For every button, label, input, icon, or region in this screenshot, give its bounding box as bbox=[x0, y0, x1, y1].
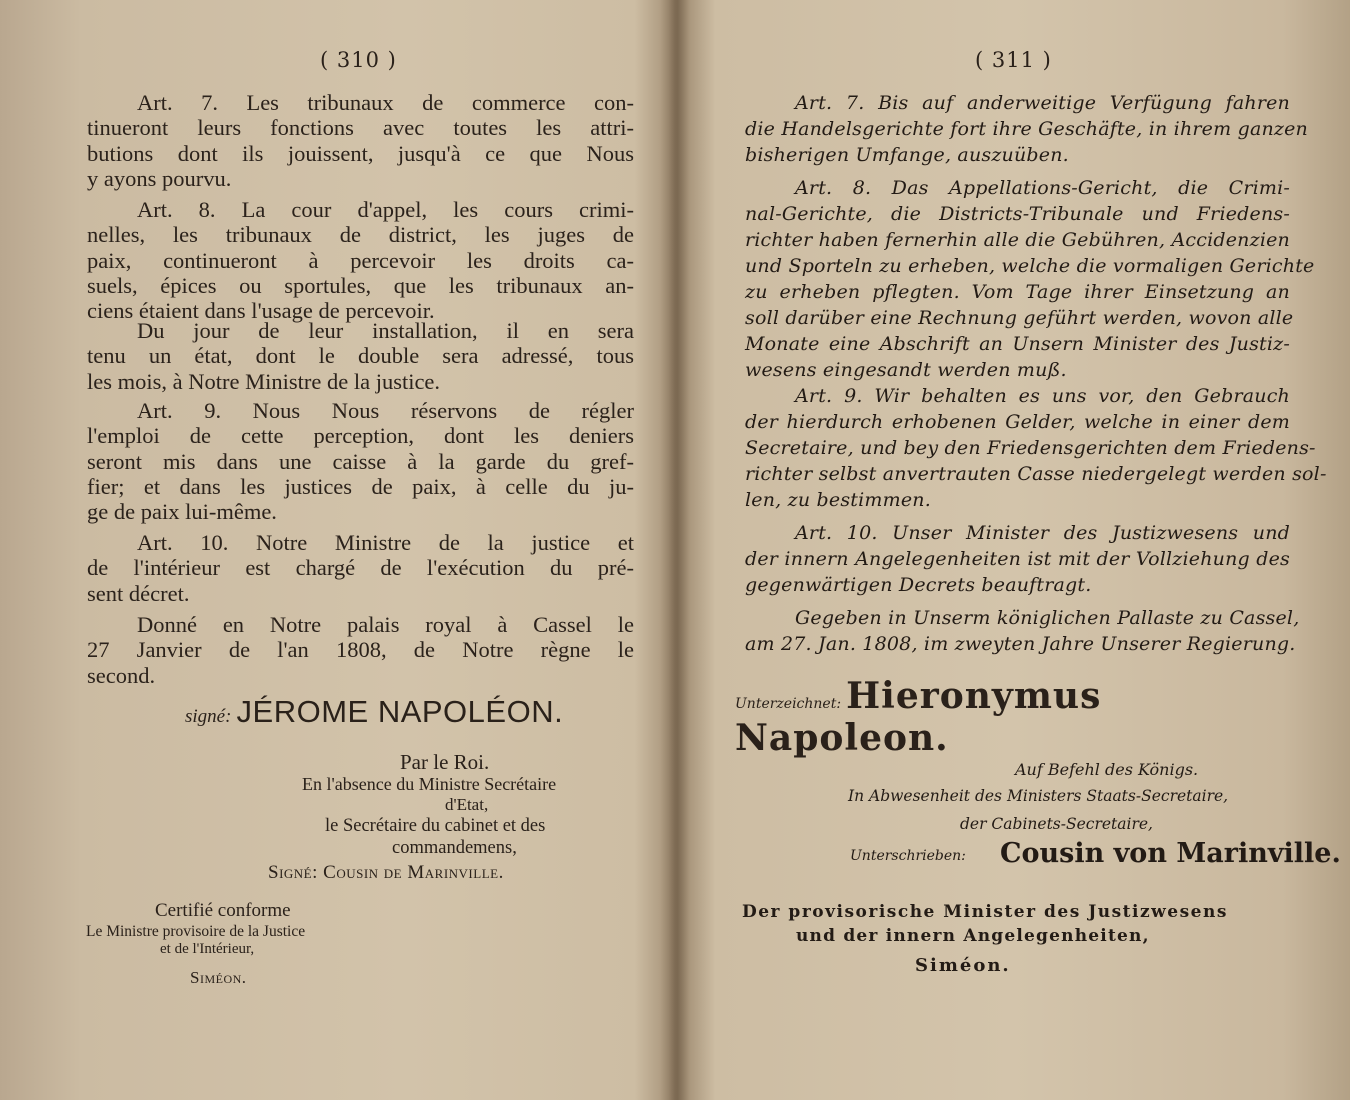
ministre-line-2: et de l'Intérieur, bbox=[160, 941, 255, 957]
text-line: Art. 7. Les tribunaux de commerce con- bbox=[137, 90, 634, 115]
secretaire-line-1: le Secrétaire du cabinet et des bbox=[325, 816, 546, 836]
text-line: y ayons pourvu. bbox=[87, 165, 232, 191]
text-line: bisherigen Umfange, auszuüben. bbox=[745, 144, 1069, 166]
de-article-10 bbox=[745, 520, 1290, 598]
auf-befehl: Auf Befehl des Königs. bbox=[1015, 760, 1199, 779]
certifie-conforme: Certifié conforme bbox=[155, 900, 291, 921]
absence-line-1: En l'absence du Ministre Secrétaire bbox=[302, 774, 557, 794]
signature-name: Hieronymus Napoleon. bbox=[735, 675, 1102, 759]
text-line: Art. 7. Bis auf anderweitige Verfügung fahren bbox=[795, 92, 1290, 114]
text-line: Donné en Notre palais royal à Cassel le bbox=[137, 612, 634, 637]
cousin-signature: Signé: Cousin de Marinville. bbox=[268, 862, 504, 883]
fr-donne-paragraph bbox=[87, 612, 634, 688]
cousin-signature-de: Cousin von Marinville. bbox=[1000, 838, 1341, 869]
text-line: Art. 9. Nous Nous réservons de régler bbox=[137, 398, 634, 423]
fr-article-9 bbox=[87, 398, 634, 524]
fr-article-8 bbox=[87, 197, 634, 323]
text-line: len, zu bestimmen. bbox=[745, 489, 931, 511]
text-line: der innern Angelegenheiten ist mit der Vollziehung des bbox=[745, 548, 1290, 570]
cabinets-line: der Cabinets-Secretaire, bbox=[960, 815, 1153, 833]
text-line: tinueront leurs fonctions avec toutes les attri- bbox=[87, 115, 634, 141]
text-line: tenu un état, dont le double sera adressé, tous bbox=[87, 343, 634, 369]
text-line: am 27. Jan. 1808, im zweyten Jahre Unserer Regierung. bbox=[745, 633, 1296, 655]
text-line: zu erheben pflegten. Vom Tage ihrer Einsetzung an bbox=[745, 281, 1290, 303]
page-number-left: ( 310 ) bbox=[320, 48, 397, 72]
de-article-9 bbox=[745, 383, 1327, 513]
par-le-roi: Par le Roi. bbox=[400, 750, 490, 774]
text-line: seront mis dans une caisse à la garde du gref- bbox=[87, 448, 634, 474]
fr-article-7 bbox=[87, 90, 634, 191]
minister-line-2: und der innern Angelegenheiten, bbox=[796, 926, 1150, 946]
de-article-7 bbox=[745, 90, 1308, 168]
text-line: Art. 8. La cour d'appel, les cours crimi- bbox=[137, 197, 634, 222]
simeon-signature-fr: Siméon. bbox=[190, 968, 247, 987]
text-line: ciens étaient dans l'usage de percevoir. bbox=[87, 298, 435, 324]
text-line: Art. 8. Das Appellations-Gericht, die Crimi- bbox=[795, 177, 1290, 199]
text-line: gegenwärtigen Decrets beauftragt. bbox=[745, 574, 1092, 596]
text-line: de l'intérieur est chargé de l'exécution du pré- bbox=[87, 555, 634, 581]
page-number-right: ( 311 ) bbox=[975, 48, 1052, 72]
text-line: Art. 9. Wir behalten es uns vor, den Gebrauch bbox=[795, 385, 1290, 407]
absence-line-2: d'Etat, bbox=[445, 795, 489, 814]
text-line: l'emploi de cette perception, dont les deniers bbox=[87, 423, 634, 449]
text-line: richter selbst anvertrauten Casse niedergelegt werden sol- bbox=[745, 463, 1327, 485]
de-royal-signature bbox=[735, 675, 1295, 759]
text-line: richter haben fernerhin alle die Gebühren, Accidenzien bbox=[745, 229, 1290, 251]
text-line: der hierdurch erhobenen Gelder, welche in einer dem bbox=[745, 411, 1290, 433]
text-line: 27 Janvier de l'an 1808, de Notre règne le bbox=[87, 637, 634, 663]
fr-installation-paragraph bbox=[87, 318, 634, 394]
de-gegeben-paragraph bbox=[745, 605, 1300, 657]
signature-prefix: Unterzeichnet: bbox=[735, 696, 842, 712]
text-line: und Sporteln zu erheben, welche die vormaligen Gerichte bbox=[745, 255, 1315, 277]
text-line: butions dont ils jouissent, jusqu'à ce que Nous bbox=[87, 140, 634, 166]
unterschrieben-prefix: Unterschrieben: bbox=[850, 848, 966, 864]
text-line: suels, épices ou sportules, que les tribunaux an- bbox=[87, 272, 634, 298]
text-line: Art. 10. Notre Ministre de la justice et bbox=[137, 530, 634, 555]
signature-name: JÉROME NAPOLÉON. bbox=[236, 694, 564, 729]
text-line: soll darüber eine Rechnung geführt werden, wovon alle bbox=[745, 307, 1294, 329]
secretaire-line-2: commandemens, bbox=[392, 838, 517, 858]
text-line: ge de paix lui-même. bbox=[87, 499, 277, 525]
text-line: Monate eine Abschrift an Unsern Minister des Justiz- bbox=[745, 333, 1290, 355]
text-line: nal-Gerichte, die Districts-Tribunale und Friedens- bbox=[745, 203, 1290, 225]
fr-article-10 bbox=[87, 530, 634, 606]
text-line: second. bbox=[87, 662, 156, 688]
minister-line-1: Der provisorische Minister des Justizwesens bbox=[742, 902, 1228, 922]
text-line: die Handelsgerichte fort ihre Geschäfte, in ihrem ganzen bbox=[745, 118, 1308, 140]
text-line: Art. 10. Unser Minister des Justizwesens und bbox=[795, 522, 1290, 544]
text-line: Du jour de leur installation, il en sera bbox=[137, 318, 634, 343]
abwesenheit-line: In Abwesenheit des Ministers Staats-Secretaire, bbox=[848, 787, 1229, 805]
text-line: paix, continueront à percevoir les droits ca- bbox=[87, 247, 634, 273]
fr-royal-signature bbox=[185, 694, 635, 730]
simeon-signature-de: Siméon. bbox=[915, 955, 1011, 976]
text-line: Secretaire, und bey den Friedensgerichten dem Friedens- bbox=[745, 437, 1316, 459]
ministre-line-1: Le Ministre provisoire de la Justice bbox=[86, 923, 306, 940]
text-line: wesens eingesandt werden muß. bbox=[745, 359, 1067, 381]
text-line: nelles, les tribunaux de district, les juges de bbox=[87, 222, 634, 248]
text-line: sent décret. bbox=[87, 580, 190, 606]
text-line: Gegeben in Unserm königlichen Pallaste zu Cassel, bbox=[795, 607, 1300, 629]
de-article-8 bbox=[745, 175, 1315, 383]
text-line: fier; et dans les justices de paix, à celle du ju- bbox=[87, 473, 634, 499]
text-line: les mois, à Notre Ministre de la justice. bbox=[87, 368, 441, 394]
signature-prefix: signé: bbox=[185, 706, 232, 727]
